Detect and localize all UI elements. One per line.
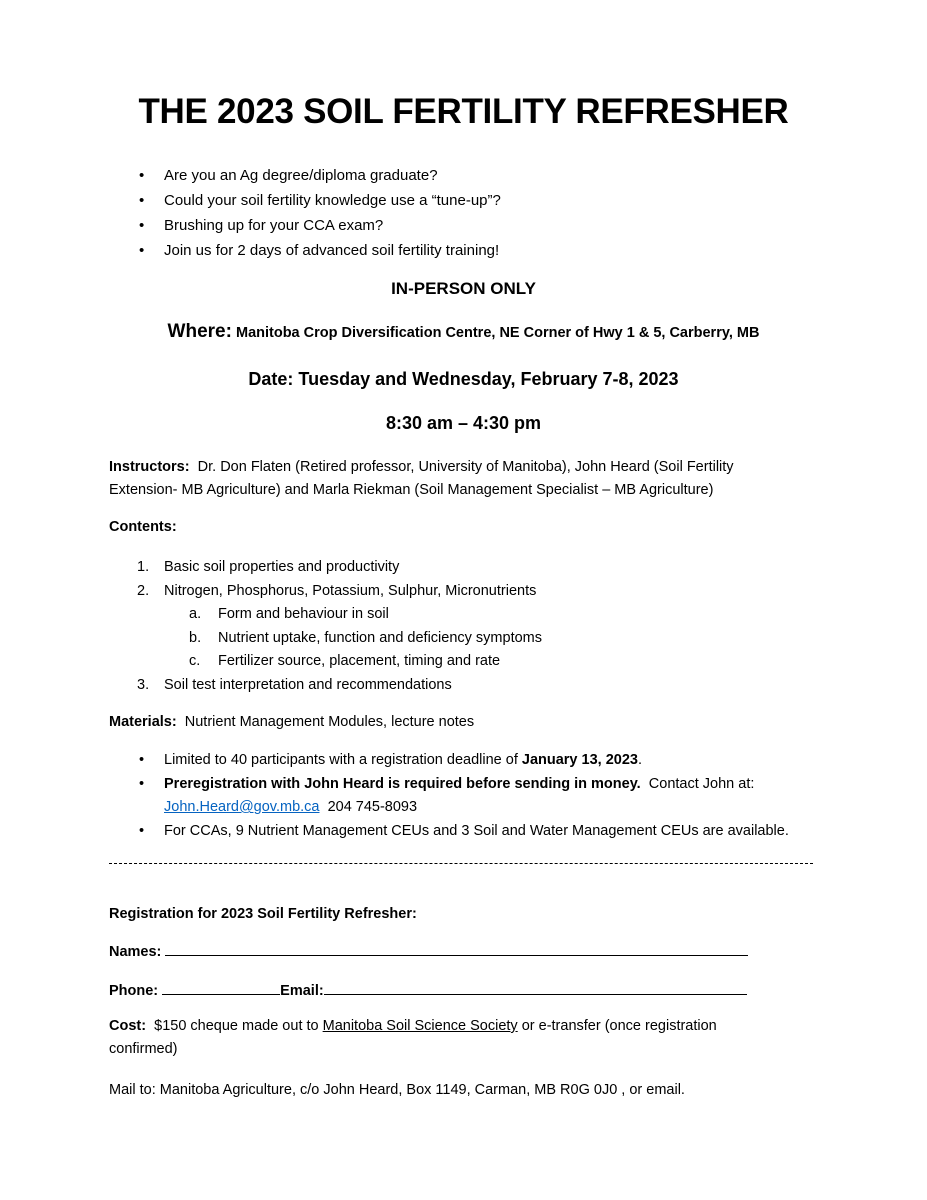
cost-payee: Manitoba Soil Science Society [322, 1018, 518, 1034]
cost-text-continued: or e-transfer (once registration confirmed) [109, 1018, 717, 1057]
email-input-line[interactable] [324, 979, 747, 995]
phone-input-line[interactable] [162, 979, 280, 995]
mail-to-line: Mail to: Manitoba Agriculture, c/o John Heard, Box 1149, Carman, MB R0G 0J0 , or email. [109, 1082, 685, 1098]
in-person-notice: IN-PERSON ONLY [391, 279, 536, 298]
limit-bullet: • Limited to 40 participants with a registration deadline of January 13, 2023. [139, 749, 789, 773]
materials-text: Nutrient Management Modules, lecture notes [184, 714, 475, 730]
deadline-date: January 13, 2023 [521, 752, 638, 768]
where-value: Manitoba Crop Diversification Centre, NE Corner of Hwy 1 & 5, Carberry, MB [235, 325, 760, 341]
cca-bullet: • For CCAs, 9 Nutrient Management CEUs and 3 Soil and Water Management CEUs are available. [139, 820, 789, 844]
item-letter: a. [189, 606, 202, 622]
item-text: Soil test interpretation and recommendations [164, 676, 452, 693]
names-field-row [109, 940, 748, 960]
preregistration-bullet [139, 773, 789, 820]
email-label: Email: [280, 983, 324, 999]
item-number: 2. [137, 582, 150, 599]
email-link[interactable]: John.Heard@gov.mb.ca [164, 799, 320, 815]
details-bullet-list [139, 749, 789, 843]
materials-paragraph [109, 711, 474, 734]
phone-email-field-row [109, 979, 747, 999]
materials-label: Materials: [109, 714, 177, 730]
item-letter: b. [189, 629, 202, 646]
intro-bullet: • Are you an Ag degree/diploma graduate? [139, 163, 501, 188]
cost-label: Cost: [109, 1018, 147, 1034]
intro-bullet-list [139, 163, 501, 263]
cost-paragraph [109, 1015, 769, 1061]
intro-bullet: • Join us for 2 days of advanced soil fertility training! [139, 238, 501, 263]
item-number: 3. [137, 676, 150, 693]
preregistration-text: Preregistration with John Heard is required before sending in money. [164, 775, 641, 792]
registration-heading: Registration for 2023 Soil Fertility Refresher: [109, 906, 417, 922]
item-text: Basic soil properties and productivity [164, 559, 400, 575]
phone-label: Phone: [109, 983, 159, 999]
instructors-paragraph [109, 456, 799, 502]
item-letter: c. [189, 653, 201, 669]
location-line [0, 321, 927, 343]
contents-heading: Contents: [109, 519, 177, 535]
names-label: Names: [109, 944, 162, 960]
contact-phone: 204 745-8093 [327, 799, 418, 815]
instructors-text: Dr. Don Flaten (Retired professor, University of Manitoba), John Heard (Soil Fertility Extension- MB Agriculture) and Marla Riekman (Soil Management Specialist – MB Agriculture) [109, 459, 734, 498]
limit-text: Limited to 40 participants with a registration deadline of [164, 752, 518, 768]
cost-text: $150 cheque made out to [154, 1018, 319, 1034]
event-time: 8:30 am – 4:30 pm [385, 413, 542, 433]
instructors-label: Instructors: [109, 459, 190, 475]
item-text: Form and behaviour in soil [218, 606, 389, 622]
item-text: Nitrogen, Phosphorus, Potassium, Sulphur, Micronutrients [164, 582, 537, 599]
contact-text: Contact John at: [648, 775, 755, 792]
page-title: THE 2023 SOIL FERTILITY REFRESHER [138, 92, 789, 131]
item-text: Nutrient uptake, function and deficiency symptoms [218, 629, 542, 646]
item-number: 1. [137, 559, 150, 575]
intro-bullet: • Could your soil fertility knowledge use a “tune-up”? [139, 188, 501, 213]
dashed-divider [109, 863, 813, 864]
where-label: Where: [167, 321, 232, 342]
names-input-line[interactable] [165, 940, 748, 956]
item-text: Fertilizer source, placement, timing and rate [218, 653, 501, 669]
intro-bullet: • Brushing up for your CCA exam? [139, 213, 501, 238]
event-date: Date: Tuesday and Wednesday, February 7-8, 2023 [248, 369, 679, 389]
